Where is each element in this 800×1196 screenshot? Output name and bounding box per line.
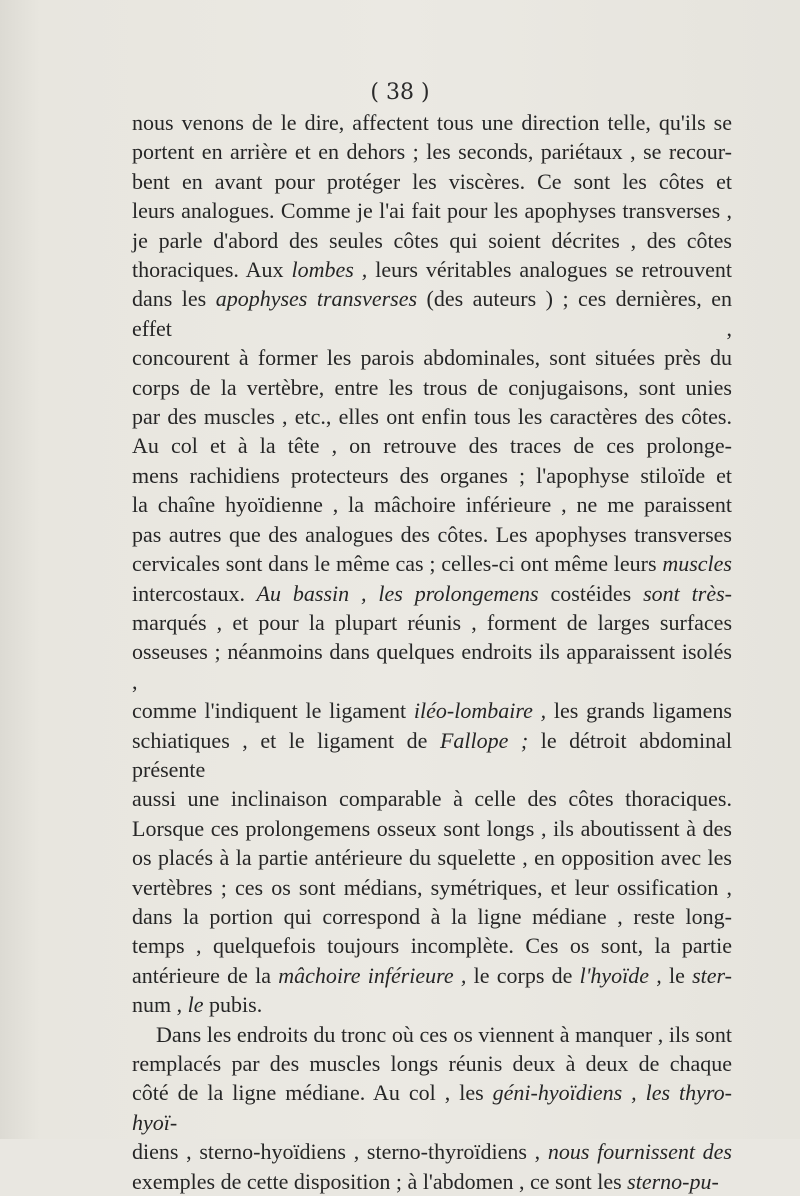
paragraph-1 bbox=[132, 108, 732, 1020]
italic-term: l'hyoïde , bbox=[579, 962, 662, 988]
text-line: bent en avant pour protéger les viscères. Ce sont les côtes et bbox=[132, 168, 732, 194]
italic-term: apophyses transverses bbox=[215, 286, 418, 312]
text-line: os placés à la partie antérieure du squelette , en opposition avec les bbox=[132, 845, 732, 871]
text-line: intercostaux. Au bassin , les prolongemens costéides sont très- bbox=[132, 580, 732, 606]
text-line: portent en arrière et en dehors ; les seconds, pariétaux , se recour- bbox=[132, 139, 732, 165]
italic-term: nous fournissent des bbox=[540, 1139, 732, 1165]
italic-term: muscles bbox=[662, 551, 732, 577]
text-line: vertèbres ; ces os sont médians, symétriques, et leur ossification , bbox=[132, 874, 732, 900]
italic-term: sterno-pu- bbox=[627, 1168, 719, 1194]
text-line: schiatiques , et le ligament de Fallope ; le détroit abdominal présente bbox=[132, 727, 732, 782]
text-line: leurs analogues. Comme je l'ai fait pour les apophyses transverses , bbox=[132, 198, 732, 224]
text-line: diens , sterno-hyoïdiens , sterno-thyroïdiens , nous fournissent des bbox=[132, 1139, 732, 1165]
text-line: Au col et à la tête , on retrouve des traces de ces prolonge- bbox=[132, 433, 732, 459]
text-line: num , le pubis. bbox=[132, 992, 263, 1018]
italic-term: le bbox=[182, 992, 210, 1018]
text-line: marqués , et pour la plupart réunis , forment de larges surfaces bbox=[132, 609, 732, 635]
text-line: cervicales sont dans le même cas ; celles-ci ont même leurs muscles bbox=[132, 551, 732, 577]
text-line: exemples de cette disposition ; à l'abdomen , ce sont les sterno-pu- bbox=[132, 1168, 719, 1194]
text-line: remplacés par des muscles longs réunis deux à deux de chaque bbox=[132, 1051, 732, 1076]
text-line: dans la portion qui correspond à la ligne médiane , reste long- bbox=[132, 903, 732, 929]
text-line: pas autres que des analogues des côtes. Les apophyses transverses bbox=[132, 521, 732, 547]
italic-term: iléo-lombaire , bbox=[413, 698, 547, 724]
text-line: mens rachidiens protecteurs des organes ; l'apophyse stiloïde et bbox=[132, 462, 732, 488]
text-line: nous venons de le dire, affectent tous une direction telle, qu'ils se bbox=[132, 110, 732, 135]
text-line: Dans les endroits du tronc où ces os viennent à manquer , ils sont bbox=[156, 1021, 732, 1047]
text-line: thoraciques. Aux lombes , leurs véritables analogues se retrouvent bbox=[132, 257, 732, 283]
text-line: dans les apophyses transverses (des auteurs ) ; ces dernières, en effet , bbox=[132, 286, 732, 341]
text-line: Lorsque ces prolongemens osseux sont longs , ils aboutissent à des bbox=[132, 815, 732, 841]
paragraph-2 bbox=[132, 1020, 732, 1196]
text-line: par des muscles , etc., elles ont enfin tous les caractères des côtes. bbox=[132, 404, 732, 430]
italic-term: ster- bbox=[692, 962, 732, 988]
text-line: aussi une inclinaison comparable à celle des côtes thoraciques. bbox=[132, 786, 732, 812]
text-line: côté de la ligne médiane. Au col , les géni-hyoïdiens , les thyro-hyoï- bbox=[132, 1080, 732, 1135]
italic-term: géni-hyoïdiens , les thyro-hyoï- bbox=[132, 1080, 732, 1135]
text-line: osseuses ; néanmoins dans quelques endroits ils apparaissent isolés , bbox=[132, 639, 732, 694]
text-line: antérieure de la mâchoire inférieure , le corps de l'hyoïde , le ster- bbox=[132, 962, 732, 988]
page-number: ( 38 ) bbox=[370, 80, 430, 105]
body-text bbox=[132, 108, 732, 1196]
text-line: temps , quelquefois toujours incomplète. Ces os sont, la partie bbox=[132, 933, 732, 959]
text-line: la chaîne hyoïdienne , la mâchoire inférieure , ne me paraissent bbox=[132, 492, 732, 518]
text-line: comme l'indiquent le ligament iléo-lombaire , les grands ligamens bbox=[132, 698, 732, 724]
italic-term: sont très- bbox=[631, 580, 732, 606]
italic-term: Fallope ; bbox=[439, 727, 529, 753]
italic-term: mâchoire inférieure , bbox=[278, 962, 467, 988]
italic-term: Au bassin , les prolongemens bbox=[245, 580, 551, 606]
text-line: je parle d'abord des seules côtes qui soient décrites , des côtes bbox=[132, 227, 732, 253]
text-line: corps de la vertèbre, entre les trous de conjugaisons, sont unies bbox=[132, 374, 732, 400]
text-line: concourent à former les parois abdominales, sont situées près du bbox=[132, 345, 732, 371]
italic-term: lombes , bbox=[291, 257, 368, 283]
